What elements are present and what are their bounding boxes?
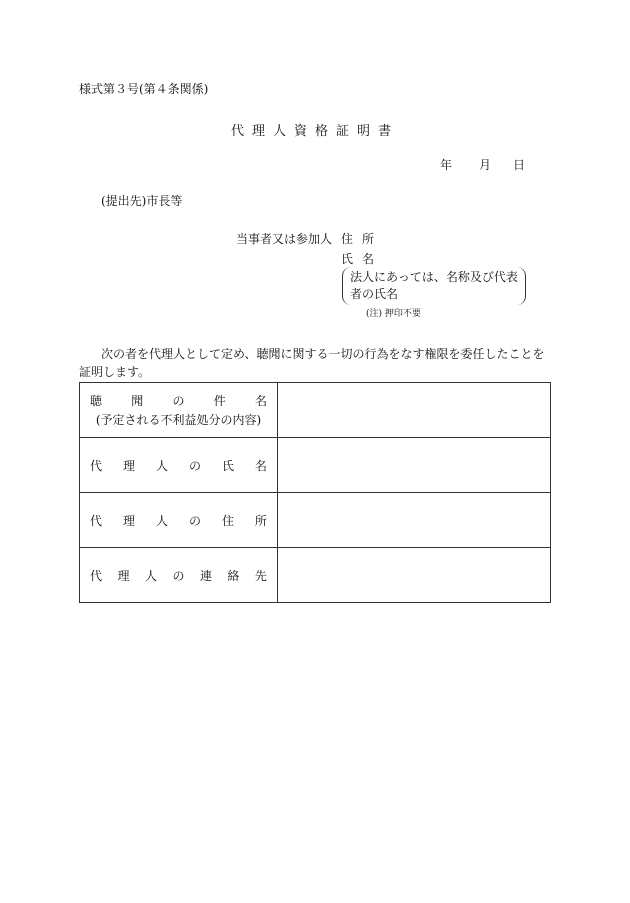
form-number: 様式第３号(第４条関係) (79, 82, 209, 96)
table-row (80, 383, 551, 438)
row-value-cell[interactable] (278, 548, 551, 603)
document-title: 代理人資格証明書 (230, 124, 399, 139)
seal-note: (注) 押印不要 (366, 309, 421, 319)
row-label-char: 人 (144, 568, 157, 583)
row-label-cell (80, 438, 278, 493)
row-value-cell[interactable] (278, 438, 551, 493)
row-label-subtext: (予定される不利益処分の内容) (95, 413, 262, 427)
row-label-char: の (172, 568, 185, 583)
table-row (80, 548, 551, 603)
row-label-char: 所 (254, 513, 267, 528)
row-label-char: 理 (122, 513, 135, 528)
row-label (80, 567, 277, 584)
row-label (80, 392, 277, 409)
row-label-char: 代 (90, 458, 103, 473)
row-label-char: 件 (213, 394, 226, 408)
row-value-cell[interactable] (278, 493, 551, 548)
date-day-label: 日 (513, 158, 526, 172)
date-month-label: 月 (479, 158, 492, 172)
statement-text: 次の者を代理人として定め、聴聞に関する一切の行為をなす権限を委任したことを証明します。 (79, 347, 545, 379)
row-label-char: 先 (254, 568, 267, 583)
party-label: 当事者又は参加人 (236, 232, 333, 246)
row-label-char: 代 (90, 513, 103, 528)
row-label (80, 457, 277, 474)
row-label-char: の (172, 394, 185, 408)
row-label-char: 聞 (131, 394, 144, 408)
row-value-cell[interactable] (278, 383, 551, 438)
row-label-cell (80, 548, 278, 603)
row-label-char: 人 (155, 513, 168, 528)
row-label-char: 人 (155, 458, 168, 473)
proxy-info-table (79, 382, 551, 603)
row-label-char: 絡 (227, 568, 240, 583)
row-label-char: 連 (199, 568, 212, 583)
date-year-label: 年 (440, 158, 453, 172)
address-label: 住所 (341, 232, 384, 246)
row-label-char: の (188, 513, 201, 528)
recipient: (提出先)市長等 (101, 194, 183, 208)
row-label-char: 聴 (90, 394, 103, 408)
row-label-char: 氏 (221, 458, 234, 473)
row-label-char: 理 (117, 568, 130, 583)
row-label (80, 512, 277, 529)
row-label-cell (80, 493, 278, 548)
table-row (80, 493, 551, 548)
row-label-char: 理 (122, 458, 135, 473)
row-label-char: 住 (221, 513, 234, 528)
corporate-note: 法人にあっては、名称及び代表者の氏名 (350, 270, 518, 301)
row-label-char: 代 (90, 568, 103, 583)
row-label-char: 名 (254, 458, 267, 473)
row-label-char: 名 (254, 394, 267, 408)
row-label-cell (80, 383, 278, 438)
row-label-char: の (188, 458, 201, 473)
name-label: 氏名 (341, 252, 384, 266)
table-row (80, 438, 551, 493)
